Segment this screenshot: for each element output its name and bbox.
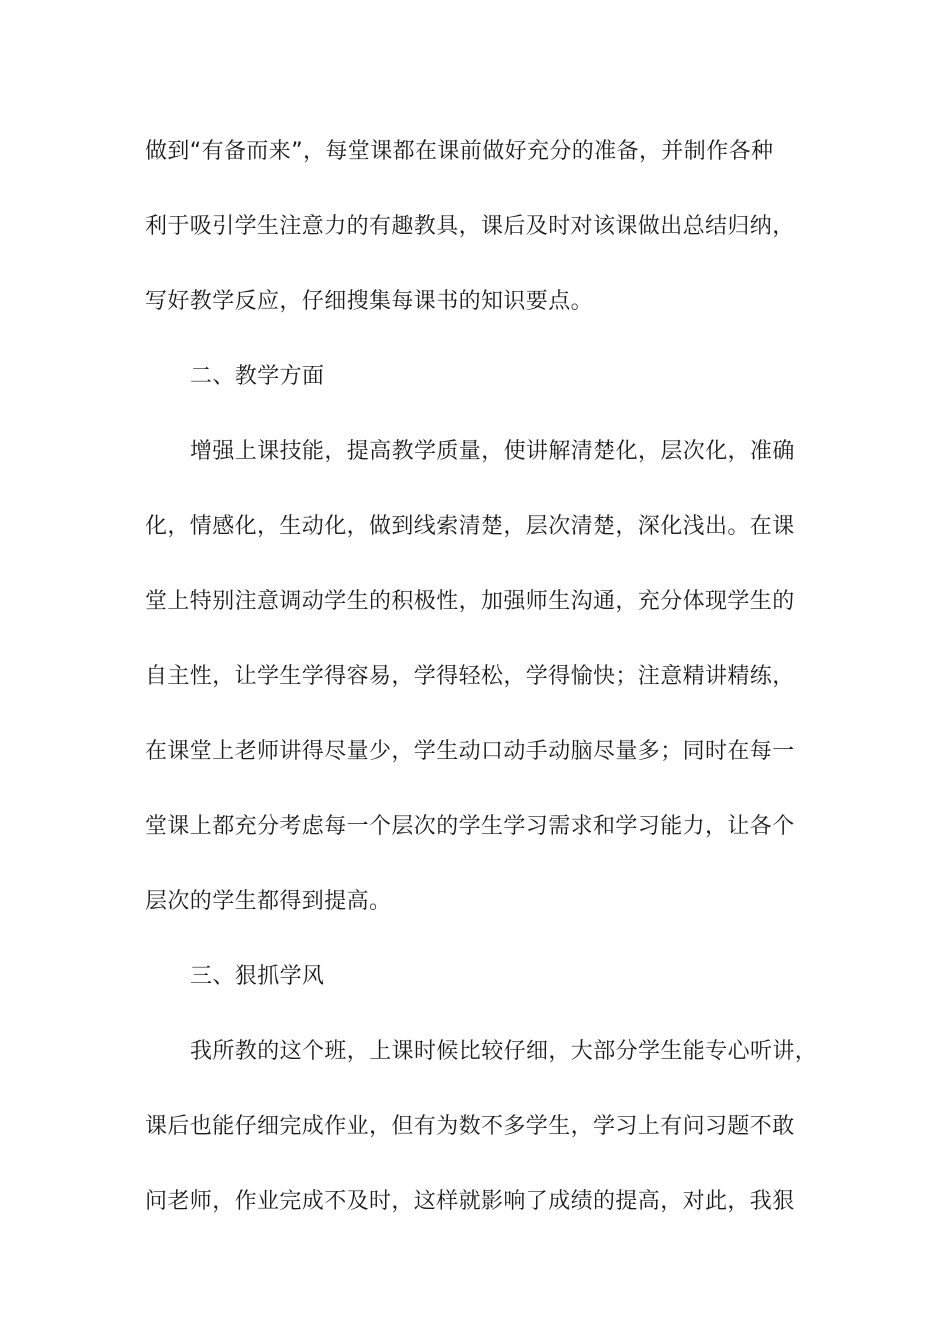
section-heading: 二、教学方面	[190, 364, 325, 389]
paragraph-line: 堂上特别注意调动学生的积极性，加强师生沟通，充分体现学生的	[145, 589, 795, 614]
paragraph-line: 自主性，让学生学得容易，学得轻松，学得愉快；注意精讲精练，	[145, 664, 795, 689]
paragraph-line: 利于吸引学生注意力的有趣教具，课后及时对该课做出总结归纳，	[145, 214, 795, 239]
paragraph-line: 做到“有备而来”，每堂课都在课前做好充分的准备，并制作各种	[145, 139, 774, 164]
paragraph-line: 课后也能仔细完成作业，但有为数不多学生，学习上有问习题不敢	[145, 1114, 795, 1139]
paragraph-line: 我所教的这个班，上课时候比较仔细，大部分学生能专心听讲，	[190, 1039, 818, 1064]
paragraph-line: 问老师，作业完成不及时，这样就影响了成绩的提高，对此，我狠	[145, 1189, 795, 1214]
paragraph-line: 层次的学生都得到提高。	[145, 889, 392, 914]
paragraph-line: 在课堂上老师讲得尽量少，学生动口动手动脑尽量多；同时在每一	[145, 739, 795, 764]
paragraph-line: 写好教学反应，仔细搜集每课书的知识要点。	[145, 289, 594, 314]
paragraph-line: 化，情感化，生动化，做到线索清楚，层次清楚，深化浅出。在课	[145, 514, 795, 539]
section-heading: 三、狠抓学风	[190, 964, 325, 989]
paragraph-line: 堂课上都充分考虑每一个层次的学生学习需求和学习能力，让各个	[145, 814, 795, 839]
paragraph-line: 增强上课技能，提高教学质量，使讲解清楚化，层次化，准确	[190, 439, 795, 464]
